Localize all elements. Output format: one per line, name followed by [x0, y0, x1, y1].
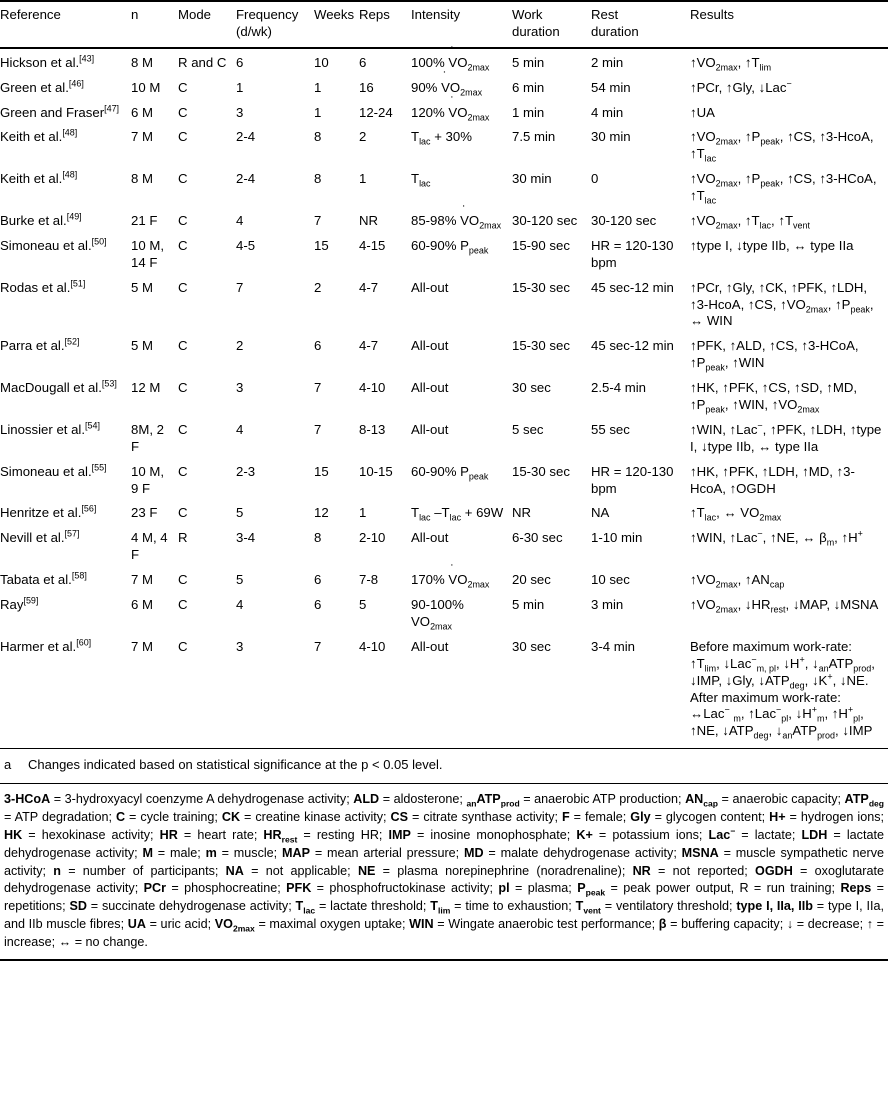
cell-frequency: 5 — [236, 505, 244, 521]
cell-work-duration: 1 min — [512, 104, 545, 120]
cell-rest-duration: 3-4 min — [591, 638, 635, 654]
cell-results: $↑VO_{2max}$, $↑T_{lac}$, $↑T_{vent}$ — [690, 213, 810, 231]
cell-rest-duration: HR = 120-130 bpm — [591, 463, 674, 496]
cell-work-duration: 30-120 sec — [512, 213, 578, 229]
cell-rest-duration: 45 sec-12 min — [591, 279, 674, 295]
cell-reps: 4-7 — [359, 279, 379, 295]
cell-mode: C — [178, 129, 188, 145]
cell-results: Before maximum work-rate: $↑T_{lim}$, ↓Lac−$_{m, pl}$, ↓H+, $↓_{an}ATP_{prod}$, ↓IMP, ↓Gly, $↓ATP_{deg}$, ↓K+, ↓NE. After maximum work-rate: ↔Lac− $_m$, ↑Lac−$_{pl}$, $↓H^+_m$, $↑H^+_{pl}$, ↑NE, $↓ATP_{deg}$, $↓_{an}ATP_{prod}$, ↓IMP — [690, 638, 875, 741]
cell-intensity: 170% ˙ $VO_{2max}$ — [411, 568, 512, 593]
cell-reference: Simoneau et al.[55] — [0, 462, 107, 479]
cell-results: ↑WIN, ↑Lac−, ↑NE, ↔ $\beta_m$, ↑H+ — [690, 528, 863, 549]
col-header-weeks: Weeks — [314, 7, 355, 22]
table-row — [0, 209, 888, 234]
cell-reps: 4-7 — [359, 338, 379, 354]
col-header-frequency-line2: (d/wk) — [236, 23, 272, 39]
cell-reps: 4-10 — [359, 380, 386, 396]
cell-results: ↑PCr, ↑Gly, ↓Lac− — [690, 78, 792, 95]
col-header-work-line1: Work — [512, 7, 543, 22]
cell-intensity: All-out — [411, 421, 449, 437]
cell-results: $↑T_{lac}$, ↔ $VO_{2max}$ — [690, 505, 782, 524]
cell-frequency: 3 — [236, 104, 244, 120]
cell-frequency: 2-4 — [236, 171, 256, 187]
cell-rest-duration: 54 min — [591, 79, 631, 95]
cell-weeks: 10 — [314, 54, 329, 70]
table-row — [0, 526, 888, 568]
cell-weeks: 8 — [314, 171, 322, 187]
cell-rest-duration: 30 min — [591, 129, 631, 145]
cell-intensity: $T_{lac}$ $-T_{lac} + 69W$ — [411, 505, 504, 524]
cell-n: 8 M — [131, 171, 153, 187]
cell-weeks: 1 — [314, 104, 322, 120]
col-header-n: n — [131, 7, 139, 22]
cell-frequency: 3 — [236, 638, 244, 654]
cell-results: $↑VO_{2max}$, $↑P_{peak}$, ↑CS, ↑3-HCoA, $↑T_{lac}$ — [690, 171, 877, 206]
cell-reference: MacDougall et al.[53] — [0, 378, 117, 396]
cell-results: $↑VO_{2max}$, $↑P_{peak}$, ↑CS, ↑3-HcoA, $↑T_{lac}$ — [690, 129, 874, 164]
cell-reference: Ray[59] — [0, 595, 39, 613]
table-row — [0, 593, 888, 635]
cell-work-duration: 30 sec — [512, 638, 551, 654]
col-header-frequency — [236, 1, 314, 48]
cell-intensity: 60-90% $P_{peak}$ — [411, 463, 489, 482]
col-header-rest-duration — [591, 1, 690, 48]
cell-reps: 8-13 — [359, 421, 386, 437]
cell-weeks: 6 — [314, 597, 322, 613]
cell-reps: 12-24 — [359, 104, 393, 120]
cell-reps: 10-15 — [359, 463, 393, 479]
table-row — [0, 276, 888, 335]
cell-results: ↑PFK, ↑ALD, ↑CS, ↑3-HCoA, $↑P_{peak}$, ↑WIN — [690, 338, 859, 373]
cell-frequency: 7 — [236, 279, 244, 295]
cell-mode: C — [178, 380, 188, 396]
table-row — [0, 418, 888, 460]
cell-reps: 1 — [359, 505, 367, 521]
cell-frequency: 6 — [236, 54, 244, 70]
cell-intensity: 85-98% ˙ $VO_{2max}$ — [411, 209, 512, 234]
cell-reps: 5 — [359, 597, 367, 613]
cell-results: $↑VO_{2max}$, $↓HR_{rest}$, ↓MAP, ↓MSNA — [690, 597, 879, 615]
cell-frequency: 2-4 — [236, 129, 256, 145]
cell-mode: C — [178, 104, 188, 120]
cell-weeks: 15 — [314, 463, 329, 479]
cell-frequency: 1 — [236, 79, 244, 95]
cell-n: 5 M — [131, 338, 153, 354]
col-header-work-line2: duration — [512, 23, 560, 39]
cell-intensity: 120% ˙ $VO_{2max}$ — [411, 101, 512, 126]
cell-n: 10 M, 9 F — [131, 463, 164, 496]
cell-results: ↑UA — [690, 104, 715, 120]
cell-work-duration: 7.5 min — [512, 129, 556, 145]
cell-mode: C — [178, 338, 188, 354]
cell-n: 5 M — [131, 279, 153, 295]
cell-results: ↑WIN, ↑Lac−, ↑PFK, ↑LDH, ↑type I, ↓type IIb, ↔ type IIa — [690, 420, 882, 454]
table-row — [0, 76, 888, 101]
table-body — [0, 48, 888, 748]
cell-weeks: 6 — [314, 338, 322, 354]
cell-results: ↑HK, ↑PFK, ↑CS, ↑SD, ↑MD, $↑P_{peak}$, ↑WIN, $↑VO_{2max}$ — [690, 380, 858, 415]
cell-mode: C — [178, 237, 188, 253]
cell-frequency: 4 — [236, 597, 244, 613]
cell-work-duration: 15-30 sec — [512, 463, 570, 479]
cell-n: 12 M — [131, 380, 161, 396]
cell-frequency: 4 — [236, 421, 244, 437]
cell-n: 6 M — [131, 597, 153, 613]
cell-mode: C — [178, 505, 188, 521]
cell-intensity: $T_{lac}$ — [411, 171, 431, 189]
col-header-frequency-line1: Frequency — [236, 7, 299, 22]
cell-weeks: 8 — [314, 530, 322, 546]
cell-frequency: 3 — [236, 380, 244, 396]
cell-weeks: 12 — [314, 505, 329, 521]
cell-rest-duration: 2.5-4 min — [591, 380, 646, 396]
table-row — [0, 101, 888, 126]
table-row — [0, 334, 888, 376]
cell-results: ↑PCr, ↑Gly, ↑CK, ↑PFK, ↑LDH, ↑3-HcoA, ↑CS, $↑VO_{2max}$, $↑P_{peak}$, ↔ WIN — [690, 279, 874, 329]
cell-work-duration: 15-30 sec — [512, 338, 570, 354]
cell-reference: Henritze et al.[56] — [0, 504, 97, 521]
cell-n: 7 M — [131, 572, 153, 588]
cell-work-duration: 6-30 sec — [512, 530, 563, 546]
cell-frequency: 3-4 — [236, 530, 256, 546]
col-header-rest-line2: duration — [591, 23, 639, 39]
cell-rest-duration: 4 min — [591, 104, 624, 120]
cell-reps: 1 — [359, 171, 367, 187]
table-row — [0, 460, 888, 502]
col-header-reps: Reps — [359, 7, 390, 22]
cell-rest-duration: NA — [591, 505, 610, 521]
table-bottom-rule — [0, 959, 888, 961]
table-row — [0, 125, 888, 167]
cell-mode: C — [178, 463, 188, 479]
cell-work-duration: 30 min — [512, 171, 552, 187]
cell-frequency: 2-3 — [236, 463, 256, 479]
col-header-intensity: Intensity — [411, 7, 461, 22]
cell-frequency: 2 — [236, 338, 244, 354]
cell-work-duration: 5 min — [512, 597, 545, 613]
cell-n: 8 M — [131, 54, 153, 70]
cell-frequency: 4-5 — [236, 237, 256, 253]
cell-reference: Burke et al.[49] — [0, 211, 82, 229]
cell-mode: C — [178, 597, 188, 613]
footnote-marker: a — [4, 757, 12, 773]
cell-mode: R and C — [178, 54, 227, 70]
cell-n: 7 M — [131, 638, 153, 654]
cell-reference: Rodas et al.[51] — [0, 278, 86, 295]
cell-rest-duration: HR = 120-130 bpm — [591, 237, 674, 270]
table-row — [0, 376, 888, 418]
cell-intensity: $T_{lac} + 30\%$ — [411, 129, 472, 148]
cell-rest-duration: 45 sec-12 min — [591, 338, 674, 354]
cell-n: 10 M — [131, 79, 161, 95]
table-header-row — [0, 1, 888, 48]
cell-reps: 2-10 — [359, 530, 386, 546]
cell-n: 8M, 2 F — [131, 421, 164, 454]
cell-mode: C — [178, 171, 188, 187]
cell-mode: C — [178, 279, 188, 295]
cell-results: ↑type I, ↓type IIb, ↔ type IIa — [690, 237, 854, 253]
cell-work-duration: NR — [512, 505, 532, 521]
cell-work-duration: 20 sec — [512, 572, 551, 588]
cell-reference: Tabata et al.[58] — [0, 570, 87, 588]
table-row — [0, 234, 888, 276]
cell-intensity: All-out — [411, 530, 449, 546]
cell-intensity: All-out — [411, 338, 449, 354]
cell-weeks: 7 — [314, 638, 322, 654]
cell-reps: 6 — [359, 54, 367, 70]
cell-frequency: 4 — [236, 213, 244, 229]
cell-intensity: 60-90% $P_{peak}$ — [411, 237, 489, 256]
cell-weeks: 7 — [314, 380, 322, 396]
cell-rest-duration: 2 min — [591, 54, 624, 70]
cell-n: 7 M — [131, 129, 153, 145]
cell-n: 10 M, 14 F — [131, 237, 164, 270]
cell-weeks: 8 — [314, 129, 322, 145]
cell-reps: 7-8 — [359, 572, 379, 588]
cell-mode: R — [178, 530, 188, 546]
col-header-rest-line1: Rest — [591, 7, 619, 22]
cell-reference: Parra et al.[52] — [0, 336, 80, 354]
cell-weeks: 6 — [314, 572, 322, 588]
cell-reference: Hickson et al.[43] — [0, 53, 95, 70]
table-row — [0, 167, 888, 209]
col-header-work-duration — [512, 1, 591, 48]
cell-reference: Nevill et al.[57] — [0, 528, 80, 546]
cell-intensity: All-out — [411, 279, 449, 295]
cell-frequency: 5 — [236, 572, 244, 588]
cell-reps: 16 — [359, 79, 374, 95]
cell-weeks: 7 — [314, 421, 322, 437]
cell-mode: C — [178, 572, 188, 588]
cell-work-duration: 6 min — [512, 79, 545, 95]
cell-reference: Green et al.[46] — [0, 78, 84, 95]
table-header — [0, 1, 888, 48]
cell-work-duration: 15-30 sec — [512, 279, 570, 295]
cell-weeks: 15 — [314, 237, 329, 253]
cell-intensity: All-out — [411, 380, 449, 396]
cell-weeks: 2 — [314, 279, 322, 295]
cell-results: $↑VO_{2max}$, $↑T_{lim}$ — [690, 54, 772, 73]
cell-reference: Simoneau et al.[50] — [0, 236, 107, 253]
cell-intensity: 100% ˙ $VO_{2max}$ — [411, 48, 512, 76]
cell-results: ↑HK, ↑PFK, ↑LDH, ↑MD, ↑3-HcoA, ↑OGDH — [690, 463, 855, 496]
cell-n: 4 M, 4 F — [131, 530, 168, 563]
col-header-mode: Mode — [178, 7, 211, 22]
cell-rest-duration: 30-120 sec — [591, 213, 657, 229]
cell-reference: Keith et al.[48] — [0, 128, 78, 145]
footnote-a — [0, 749, 888, 783]
cell-reps: NR — [359, 213, 379, 229]
cell-weeks: 7 — [314, 213, 322, 229]
cell-work-duration: 15-90 sec — [512, 237, 570, 253]
cell-reps: 4-10 — [359, 638, 386, 654]
cell-n: 6 M — [131, 104, 153, 120]
footnote-text: Changes indicated based on statistical significance at the p < 0.05 level. — [28, 757, 443, 773]
cell-reference: Harmer et al.[60] — [0, 637, 92, 654]
table-row — [0, 501, 888, 526]
cell-n: 21 F — [131, 213, 158, 229]
cell-reference: Keith et al.[48] — [0, 169, 78, 187]
cell-rest-duration: 55 sec — [591, 421, 630, 437]
col-header-results: Results — [690, 7, 734, 22]
cell-intensity: All-out — [411, 638, 449, 654]
cell-rest-duration: 3 min — [591, 597, 624, 613]
table-row — [0, 568, 888, 593]
cell-intensity: 90-100% ˙ $VO_{2max}$ — [411, 593, 512, 635]
abbreviations-block: 3-HCoA = 3-hydroxyacyl coenzyme A dehydrogenase activity; ALD = aldosterone; $_{an}ATP_{prod}$ = anaerobic ATP production; $AN_{cap}$ = anaerobic capacity; $ATP_{deg}$ = ATP degradation; C = cycle training; CK = creatine kinase activity; CS = citrate synthase activity; F = female; Gly = glycogen content; H+ = hydrogen ions; HK = hexokinase activity; HR = heart rate; $HR_{rest}$ = resting HR; IMP = inosine monophosphate; K+ = potassium ions; Lac− = lactate; LDH = lactate dehydrogenase activity; M = male; m = muscle; MAP = mean arterial pressure; MD = malate dehydrogenase activity; MSNA = muscle sympathetic nerve activity; n = number of participants; NA = not applicable; NE = plasma norepinephrine (noradrenaline); NR = not reported; OGDH = oxoglutarate dehydrogenase activity; PCr = phosphocreatine; PFK = phosphofructokinase activity; pl = plasma; $P_{peak}$ = peak power output, R = run training; Reps = repetitions; SD = succinate dehydrogenase activity; $T_{lac}$ = lactate threshold; $T_{lim}$ = time to exhaustion; $T_{vent}$ = ventilatory threshold; type I, IIa, IIb = type I, IIa, and IIb muscle fibres; UA = uric acid; ˙ $VO_{2max}$ = maximal oxygen uptake; WIN = Wingate anaerobic test performance; β = buffering capacity; ↓ = decrease; ↑ = increase; ↔ = no change. — [0, 784, 888, 959]
cell-results: $↑VO_{2max}$, $↑AN_{cap}$ — [690, 572, 785, 590]
cell-reference: Linossier et al.[54] — [0, 420, 100, 437]
cell-reps: 2 — [359, 129, 367, 145]
cell-rest-duration: 10 sec — [591, 572, 630, 588]
cell-work-duration: 30 sec — [512, 380, 551, 396]
cell-intensity: 90% ˙ $VO_{2max}$ — [411, 76, 512, 101]
col-header-reference: Reference — [0, 7, 61, 22]
cell-work-duration: 5 sec — [512, 421, 544, 437]
cell-weeks: 1 — [314, 79, 322, 95]
cell-work-duration: 5 min — [512, 54, 545, 70]
cell-reference: Green and Fraser[47] — [0, 103, 120, 120]
cell-mode: C — [178, 79, 188, 95]
cell-mode: C — [178, 213, 188, 229]
table-row — [0, 635, 888, 748]
cell-rest-duration: 0 — [591, 171, 599, 187]
cell-reps: 4-15 — [359, 237, 386, 253]
cell-mode: C — [178, 421, 188, 437]
cell-rest-duration: 1-10 min — [591, 530, 643, 546]
cell-mode: C — [178, 638, 188, 654]
cell-n: 23 F — [131, 505, 158, 521]
